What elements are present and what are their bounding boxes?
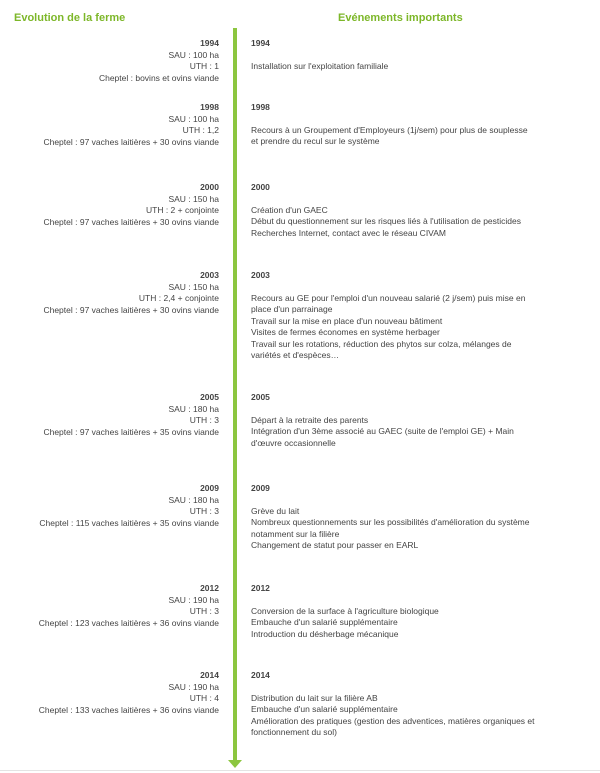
event-line: Introduction du désherbage mécanique — [251, 628, 399, 639]
event-line: Travail sur la mise en place d'un nouveau bâtiment — [251, 315, 443, 326]
stat-sau: SAU : 190 ha — [168, 681, 219, 692]
event-line: variétés et d'espèces… — [251, 350, 340, 360]
event-year: 2012 — [251, 583, 270, 593]
stat-cheptel: Cheptel : 97 vaches laitières + 30 ovins viande — [43, 216, 219, 227]
stat-cheptel: Cheptel : 133 vaches laitières + 36 ovins viande — [38, 704, 219, 715]
stat-cheptel: Cheptel : 97 vaches laitières + 35 ovins viande — [43, 426, 219, 437]
farm-stats — [0, 670, 219, 716]
event-line: Installation sur l'exploitation familiale — [251, 60, 389, 71]
stat-uth: UTH : 3 — [189, 415, 219, 425]
event-year: 2005 — [251, 392, 270, 402]
stat-year: 1998 — [200, 102, 219, 112]
event-line: Amélioration des pratiques (gestion des adventices, matières organiques et — [251, 715, 535, 726]
farm-stats — [0, 392, 219, 438]
stat-year: 2009 — [200, 483, 219, 493]
stat-uth: UTH : 3 — [189, 606, 219, 616]
header-evenements-importants: Evénements importants — [338, 12, 463, 24]
event-year: 2000 — [251, 182, 270, 192]
event-line: Recherches Internet, contact avec le réseau CIVAM — [251, 227, 446, 238]
event-line: et prendre du recul sur le système — [251, 136, 380, 146]
event-line: Intégration d'un 3ème associé au GAEC (suite de l'emploi GE) + Main — [251, 426, 514, 436]
stat-cheptel: Cheptel : 115 vaches laitières + 35 ovins viande — [39, 517, 219, 528]
stat-uth: UTH : 1,2 — [182, 125, 219, 135]
event-line: Nombreux questionnements sur les possibilités d'amélioration du système — [251, 517, 530, 527]
stat-sau: SAU : 180 ha — [168, 403, 219, 414]
stat-year: 1994 — [200, 38, 219, 48]
stat-sau: SAU : 180 ha — [168, 494, 219, 505]
stat-sau: SAU : 100 ha — [168, 49, 219, 60]
events-list — [251, 182, 551, 239]
stat-uth: UTH : 4 — [189, 693, 219, 703]
stat-year: 2003 — [200, 270, 219, 280]
stat-uth: UTH : 2,4 + conjointe — [138, 293, 219, 303]
event-year: 2009 — [251, 483, 270, 493]
stat-uth: UTH : 3 — [189, 506, 219, 516]
stat-uth: UTH : 1 — [189, 61, 219, 71]
events-list — [251, 483, 551, 552]
event-line: Départ à la retraite des parents — [251, 414, 369, 425]
event-line: d'œuvre occasionnelle — [251, 437, 336, 448]
stat-year: 2014 — [200, 670, 219, 680]
event-line: Changement de statut pour passer en EARL — [251, 540, 419, 550]
farm-stats — [0, 182, 219, 228]
event-year: 2014 — [251, 670, 270, 680]
event-year: 1998 — [251, 102, 270, 112]
stat-year: 2005 — [200, 392, 219, 402]
event-line: Recours à un Groupement d'Employeurs (1j/sem) pour plus de souplesse — [251, 124, 528, 135]
stat-year: 2012 — [200, 583, 219, 593]
stat-cheptel: Cheptel : 123 vaches laitières + 36 ovins viande — [38, 617, 219, 628]
farm-stats — [0, 102, 219, 148]
event-line: Embauche d'un salarié supplémentaire — [251, 617, 398, 627]
timeline-line — [233, 28, 237, 761]
events-list — [251, 392, 551, 449]
stat-cheptel: Cheptel : 97 vaches laitières + 30 ovins viande — [43, 136, 219, 147]
stat-sau: SAU : 150 ha — [168, 193, 219, 204]
events-list — [251, 670, 551, 739]
events-list — [251, 270, 551, 362]
event-line: Création d'un GAEC — [251, 204, 328, 215]
event-line: Recours au GE pour l'emploi d'un nouveau salarié (2 j/sem) puis mise en — [251, 292, 526, 303]
farm-stats — [0, 38, 219, 84]
event-year: 1994 — [251, 38, 270, 48]
stat-sau: SAU : 190 ha — [168, 594, 219, 605]
event-line: Visites de fermes économes en système herbager — [251, 327, 440, 337]
farm-stats — [0, 583, 219, 629]
stat-sau: SAU : 150 ha — [168, 281, 219, 292]
stat-sau: SAU : 100 ha — [168, 113, 219, 124]
stat-year: 2000 — [200, 182, 219, 192]
event-line: Travail sur les rotations, réduction des phytos sur colza, mélanges de — [251, 338, 512, 349]
event-line: Début du questionnement sur les risques liés à l'utilisation de pesticides — [251, 216, 521, 226]
farm-stats — [0, 270, 219, 316]
events-list — [251, 38, 551, 72]
timeline-arrow-icon — [228, 760, 242, 768]
event-line: Conversion de la surface à l'agriculture biologique — [251, 605, 439, 616]
farm-stats — [0, 483, 219, 529]
events-list — [251, 102, 551, 148]
event-line: fonctionnement du sol) — [251, 727, 337, 737]
event-line: place d'un parrainage — [251, 304, 333, 314]
events-list — [251, 583, 551, 640]
stat-cheptel: Cheptel : 97 vaches laitières + 30 ovins viande — [43, 304, 219, 315]
event-line: Distribution du lait sur la filière AB — [251, 692, 378, 703]
event-line: notamment sur la filière — [251, 528, 340, 539]
header-evolution-ferme: Evolution de la ferme — [14, 12, 126, 24]
stat-cheptel: Cheptel : bovins et ovins viande — [98, 72, 219, 83]
event-line: Grève du lait — [251, 505, 300, 516]
bottom-divider — [0, 770, 600, 771]
event-year: 2003 — [251, 270, 270, 280]
event-line: Embauche d'un salarié supplémentaire — [251, 704, 398, 714]
stat-uth: UTH : 2 + conjointe — [146, 205, 219, 215]
